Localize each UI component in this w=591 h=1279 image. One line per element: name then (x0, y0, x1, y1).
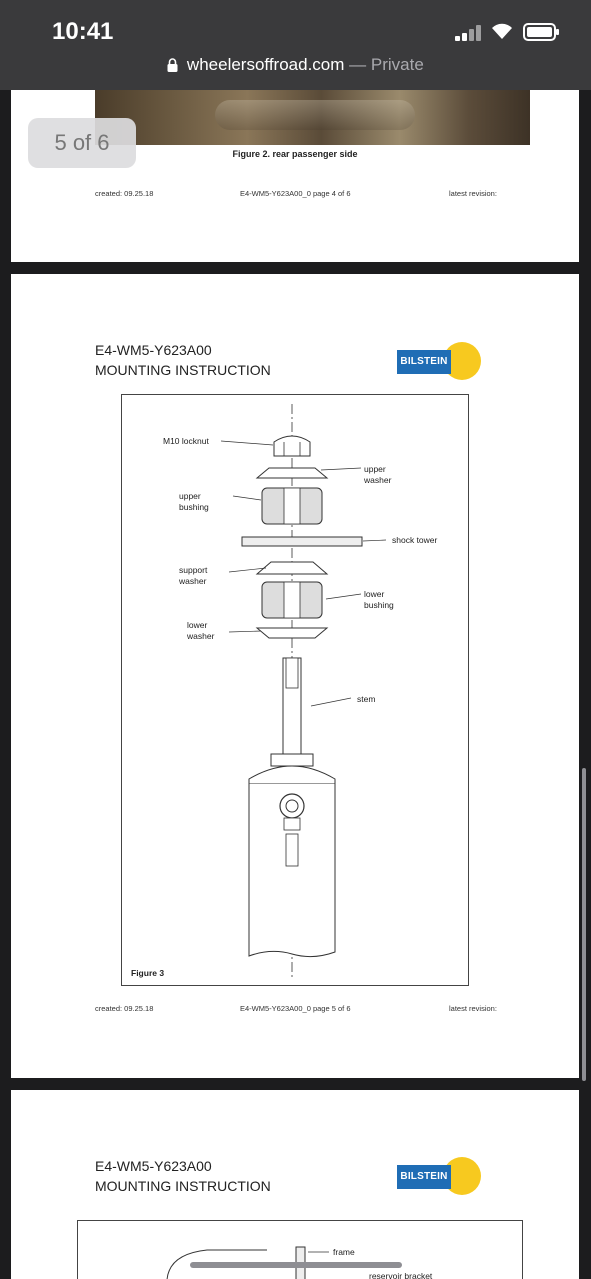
figure-3-diagram (121, 394, 469, 986)
browser-chrome (0, 0, 591, 90)
doc-subtitle: MOUNTING INSTRUCTION (95, 362, 271, 378)
cellular-signal-icon (455, 25, 481, 41)
label-m10-locknut: M10 locknut (163, 436, 209, 446)
locknut-shape (274, 436, 310, 456)
logo-wordmark: BILSTEIN (397, 350, 451, 374)
shock-body-shape (249, 754, 335, 957)
pdf-page-6 (11, 1090, 579, 1279)
pdf-page-5 (11, 274, 579, 1078)
status-time: 10:41 (52, 18, 114, 45)
label-upper-washer-2: washer (364, 475, 392, 485)
page-counter-badge: 5 of 6 (28, 118, 136, 168)
figure-2-caption: Figure 2. rear passenger side (232, 149, 358, 159)
footer-page-number: E4-WM5-Y623A00_0 page 4 of 6 (240, 189, 351, 198)
battery-icon (523, 23, 556, 41)
lower-washer-shape (257, 628, 327, 638)
label-lower-bushing-1: lower (364, 589, 385, 599)
label-stem: stem (357, 694, 376, 704)
doc-title (95, 340, 271, 380)
label-support-washer-1: support (179, 565, 208, 575)
upper-bushing-shape (262, 488, 322, 524)
shock-tower-shape (242, 537, 362, 546)
footer-page-number: E4-WM5-Y623A00_0 page 5 of 6 (240, 1004, 351, 1013)
figure-4-diagram (77, 1220, 523, 1279)
private-mode-label: Private (370, 55, 424, 74)
doc-part-number: E4-WM5-Y623A00 (95, 342, 212, 358)
label-lower-bushing-2: bushing (364, 600, 394, 610)
footer-created: created: 09.25.18 (95, 189, 154, 198)
label-frame: frame (333, 1247, 355, 1257)
address-bar[interactable] (0, 55, 591, 75)
footer-created: created: 09.25.18 (95, 1004, 154, 1013)
label-support-washer-2: washer (179, 576, 207, 586)
label-lower-washer-1: lower (187, 620, 208, 630)
stem-shape (283, 658, 301, 754)
figure-3-label: Figure 3 (131, 968, 165, 978)
footer-revision: latest revision: (449, 189, 497, 198)
upper-washer-shape (257, 468, 327, 478)
bilstein-logo (397, 342, 482, 380)
scrollbar[interactable] (582, 768, 586, 1081)
label-upper-washer-1: upper (364, 464, 386, 474)
doc-title (95, 1156, 271, 1196)
footer-revision: latest revision: (449, 1004, 497, 1013)
doc-subtitle: MOUNTING INSTRUCTION (95, 1178, 271, 1194)
lower-bushing-shape (262, 582, 322, 618)
label-shock-tower: shock tower (392, 535, 438, 545)
label-upper-bushing-1: upper (179, 491, 201, 501)
pdf-page-4 (11, 90, 579, 262)
logo-wordmark: BILSTEIN (397, 1165, 451, 1189)
label-lower-washer-2: washer (187, 631, 215, 641)
lock-icon (167, 58, 178, 72)
doc-part-number: E4-WM5-Y623A00 (95, 1158, 212, 1174)
url-host: wheelersoffroad.com (186, 55, 345, 74)
label-upper-bushing-2: bushing (179, 502, 209, 512)
bilstein-logo (397, 1157, 482, 1195)
wifi-icon (490, 22, 514, 41)
label-reservoir-bracket: reservoir bracket (369, 1271, 433, 1279)
support-washer-shape (257, 562, 327, 574)
url-separator: — (344, 55, 371, 74)
home-indicator[interactable] (190, 1262, 402, 1268)
figure-2-photo (95, 90, 530, 145)
